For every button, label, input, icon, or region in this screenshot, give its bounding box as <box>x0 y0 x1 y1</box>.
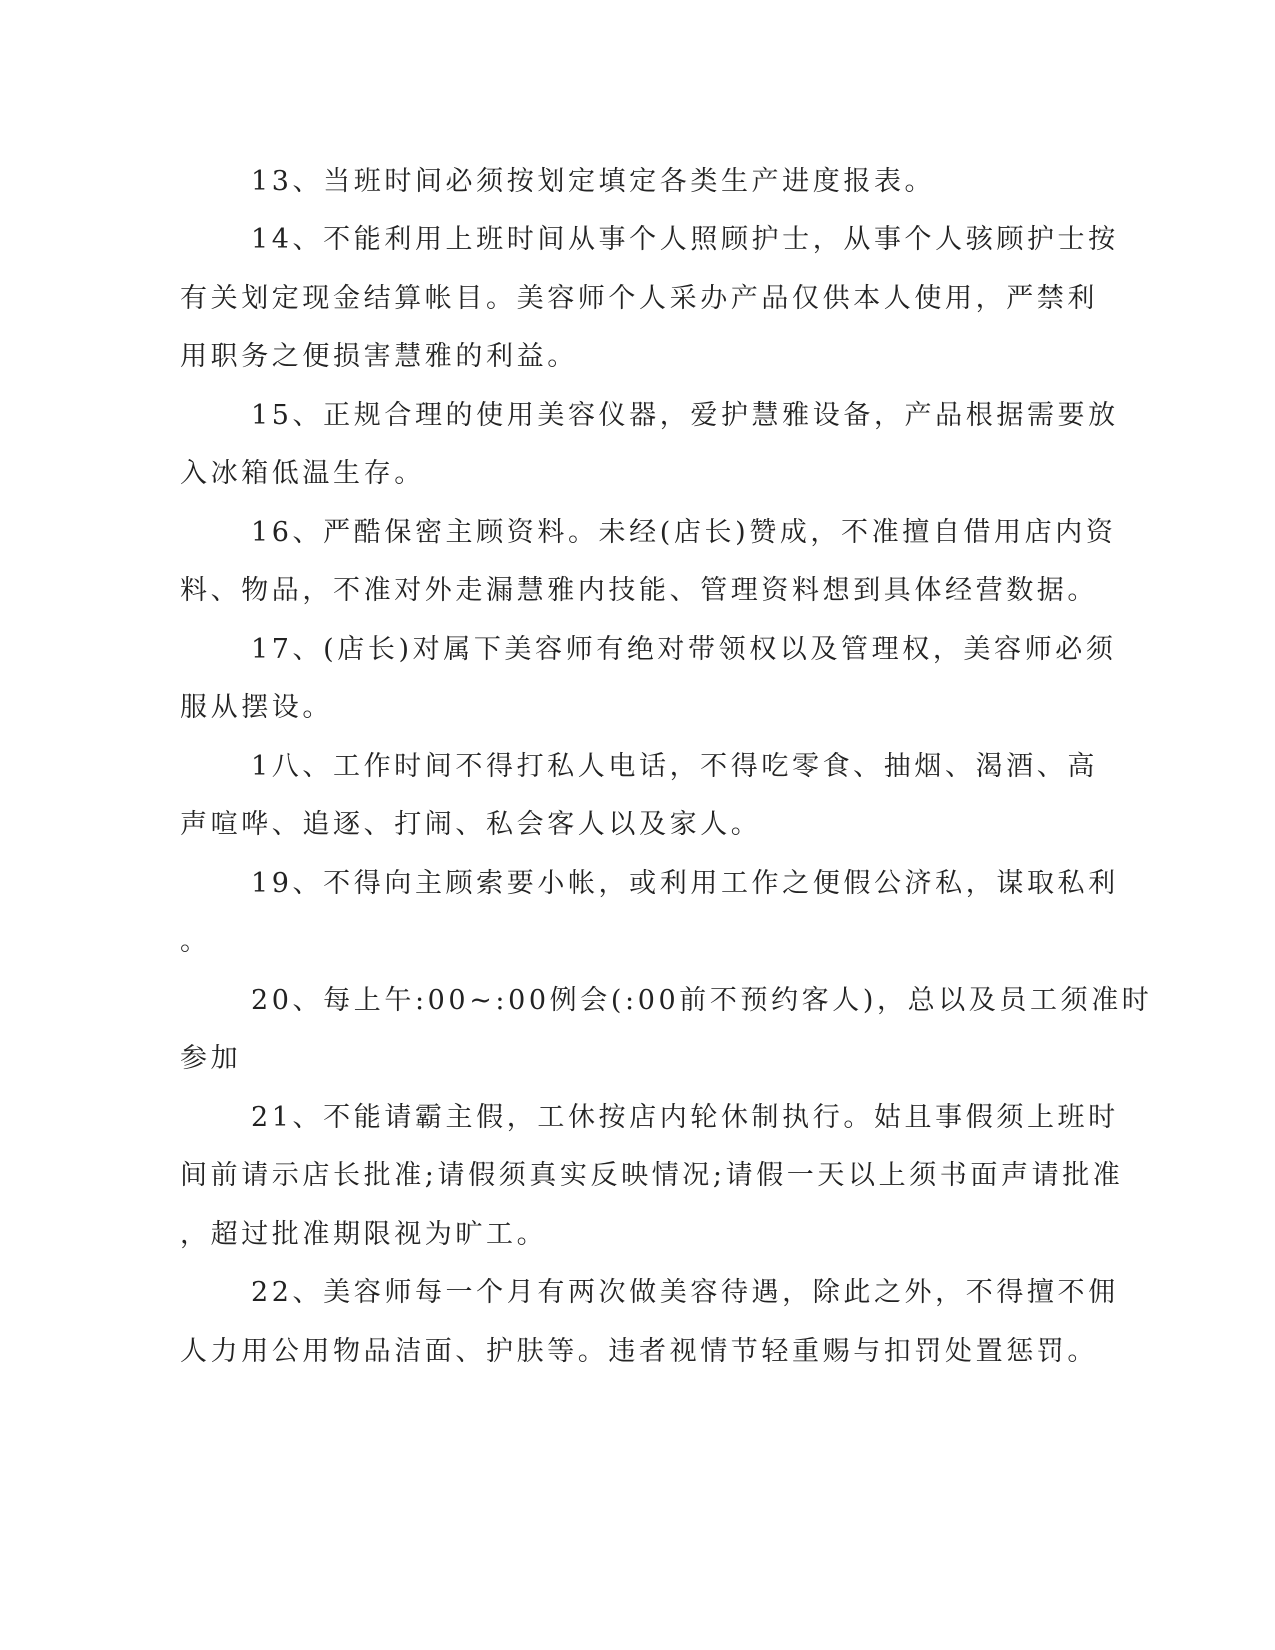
paragraph-20-line-1: 20、每上午:00~:00例会(:00前不预约客人)，总以及员工须准时 <box>251 985 1153 1016</box>
paragraph-17-line-1: 17、(店长)对属下美容师有绝对带领权以及管理权，美容师必须 <box>251 634 1117 665</box>
paragraph-17-line-2: 服从摆设。 <box>180 692 333 723</box>
paragraph-18-line-2: 声喧哗、追逐、打闹、私会客人以及家人。 <box>180 809 762 840</box>
paragraph-19-line-2: 。 <box>180 926 211 957</box>
paragraph-22-line-2: 人力用公用物品洁面、护肤等。违者视情节轻重赐与扣罚处置惩罚。 <box>180 1336 1098 1367</box>
paragraph-18-line-1: 1八、工作时间不得打私人电话，不得吃零食、抽烟、渴酒、高 <box>251 751 1098 782</box>
paragraph-14-line-3: 用职务之便损害慧雅的利益。 <box>180 341 578 372</box>
paragraph-20-line-2: 参加 <box>180 1043 242 1074</box>
paragraph-14-line-1: 14、不能利用上班时间从事个人照顾护士，从事个人骇顾护士按 <box>251 224 1119 255</box>
paragraph-21-line-3: ，超过批准期限视为旷工。 <box>180 1219 548 1250</box>
paragraph-15-line-1: 15、正规合理的使用美容仪器，爱护慧雅设备，产品根据需要放 <box>251 400 1119 431</box>
paragraph-22-line-1: 22、美容师每一个月有两次做美容待遇，除此之外，不得擅不佣 <box>251 1277 1119 1308</box>
paragraph-13-line-1: 13、当班时间必须按划定填定各类生产进度报表。 <box>251 166 936 197</box>
paragraph-19-line-1: 19、不得向主顾索要小帐，或利用工作之便假公济私，谋取私利 <box>251 868 1119 899</box>
paragraph-16-line-2: 料、物品，不准对外走漏慧雅内技能、管理资料想到具体经营数据。 <box>180 575 1098 606</box>
paragraph-16-line-1: 16、严酷保密主顾资料。未经(店长)赞成，不准擅自借用店内资 <box>251 517 1117 548</box>
paragraph-21-line-1: 21、不能请霸主假，工休按店内轮休制执行。姑且事假须上班时 <box>251 1102 1119 1133</box>
paragraph-14-line-2: 有关划定现金结算帐目。美容师个人采办产品仅供本人使用，严禁利 <box>180 283 1098 314</box>
paragraph-15-line-2: 入冰箱低温生存。 <box>180 458 425 489</box>
paragraph-21-line-2: 间前请示店长批准;请假须真实反映情况;请假一天以上须书面声请批准 <box>180 1160 1124 1191</box>
